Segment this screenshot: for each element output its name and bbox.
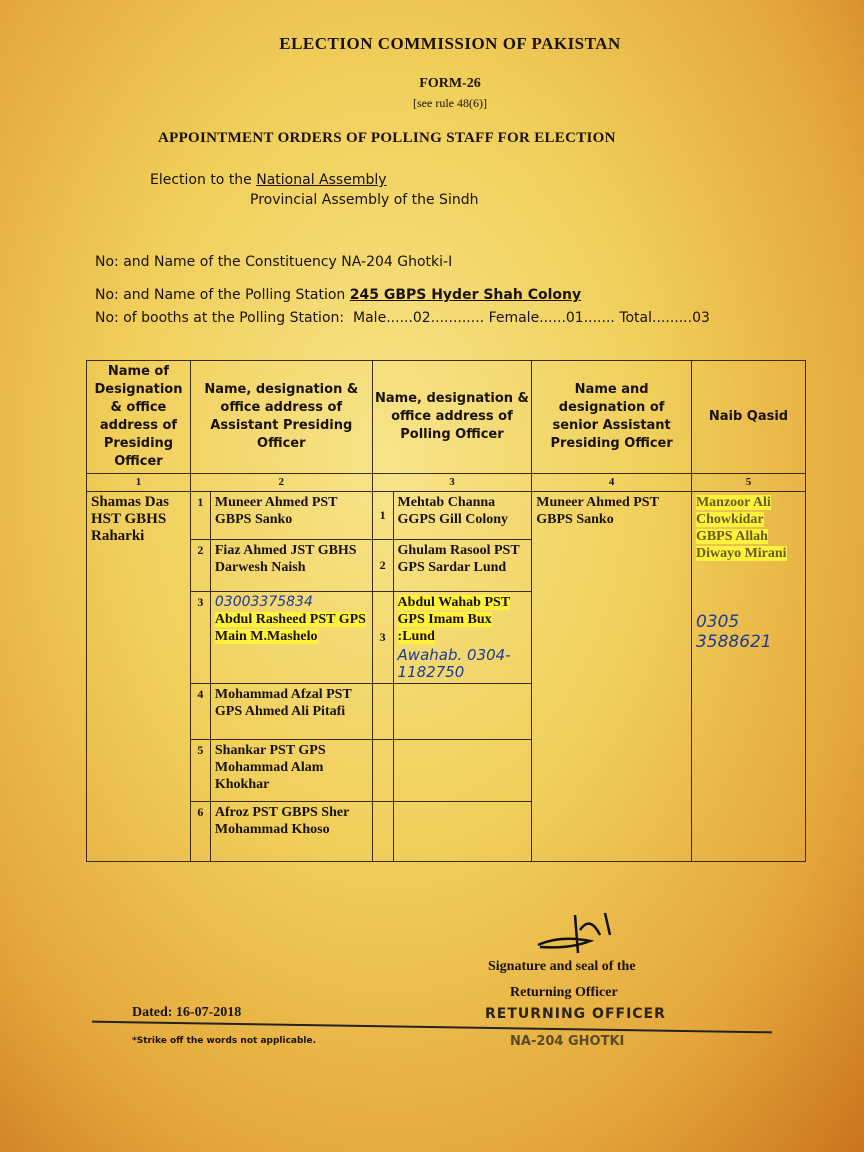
form-number: FORM-26 [419, 76, 481, 91]
row-number: 2 [372, 540, 393, 592]
empty-cell [372, 740, 393, 802]
handwritten-phone: Awahab. 0304-1182750 [397, 646, 511, 681]
row-number: 6 [190, 802, 210, 862]
stamp-line-1: RETURNING OFFICER [485, 1006, 666, 1022]
col-number: 3 [372, 474, 532, 492]
polling-officer: Ghulam Rasool PST GPS Sardar Lund [393, 540, 532, 592]
polling-officer: Mehtab Channa GGPS Gill Colony [393, 492, 532, 540]
table-row [87, 492, 806, 540]
presiding-officer: Shamas Das HST GBHS Raharki [87, 492, 191, 862]
col-number: 2 [190, 474, 372, 492]
row-number: 4 [190, 684, 210, 740]
document-title: ELECTION COMMISSION OF PAKISTAN [279, 34, 621, 53]
row-number: 1 [190, 492, 210, 540]
booths-label: No: of booths at the Polling Station: [95, 310, 345, 326]
header-presiding: Name of Designation & office address of Presiding Officer [87, 361, 191, 474]
row-number: 5 [190, 740, 210, 802]
header-senior: Name and designation of senior Assistant Presiding Officer [532, 361, 692, 474]
header-assistant: Name, designation & office address of Assistant Presiding Officer [190, 361, 372, 474]
empty-cell [393, 684, 532, 740]
election-to-label: Election to the [150, 172, 252, 188]
empty-cell [393, 740, 532, 802]
provincial-assembly: Provincial Assembly of the Sindh [250, 192, 479, 208]
empty-cell [372, 684, 393, 740]
female-label: Female [488, 310, 540, 326]
assistant-presiding-officer: Shankar PST GPS Mohammad Alam Khokhar [210, 740, 372, 802]
constituency-label: No: and Name of the Constituency [95, 254, 337, 270]
election-to-line [150, 172, 387, 189]
col-number: 1 [87, 474, 191, 492]
naib-qasid: Manzoor Ali Chowkidar GBPS Allah Diwayo Mirani [695, 495, 787, 561]
total-value: .........03 [652, 310, 710, 326]
polling-station-line [95, 287, 581, 304]
male-label: Male [353, 310, 387, 326]
constituency-value: NA-204 Ghotki-I [341, 254, 453, 270]
staff-table [86, 360, 806, 862]
strike-note: *Strike off the words not applicable. [132, 1036, 317, 1046]
row-number: 1 [372, 492, 393, 540]
assistant-presiding-officer: Fiaz Ahmed JST GBHS Darwesh Naish [210, 540, 372, 592]
assistant-presiding-cell [210, 592, 372, 684]
handwritten-phone: 03003375834 [214, 594, 313, 610]
row-number: 2 [190, 540, 210, 592]
total-label: Total [619, 310, 653, 326]
male-value: ......02............ [386, 310, 485, 326]
returning-officer-label: Returning Officer [510, 985, 618, 1000]
booths-line [95, 310, 710, 327]
col-number: 4 [532, 474, 692, 492]
assistant-presiding-officer: Abdul Rasheed PST GPS Main M.Mashelo [214, 612, 366, 644]
col-number: 5 [691, 474, 805, 492]
stamp-line-2: NA-204 GHOTKI [510, 1034, 625, 1049]
polling-station-value: 245 GBPS Hyder Shah Colony [349, 287, 582, 303]
polling-officer: Abdul Wahab PST GPS Imam Bux :Lund [397, 595, 511, 644]
empty-cell [372, 802, 393, 862]
appointment-heading: APPOINTMENT ORDERS OF POLLING STAFF FOR ELECTION [158, 130, 616, 146]
empty-cell [393, 802, 532, 862]
signature-icon [530, 905, 620, 955]
header-polling: Name, designation & office address of Polling Officer [372, 361, 532, 474]
header-row [87, 361, 806, 474]
naib-qasid-cell [691, 492, 805, 862]
polling-officer-cell [393, 592, 532, 684]
national-assembly: National Assembly [256, 172, 387, 188]
column-number-row [87, 474, 806, 492]
row-number: 3 [372, 592, 393, 684]
assistant-presiding-officer: Afroz PST GBPS Sher Mohammad Khoso [210, 802, 372, 862]
senior-assistant-presiding-officer: Muneer Ahmed PST GBPS Sanko [532, 492, 692, 862]
dated: Dated: 16-07-2018 [132, 1005, 242, 1020]
form-rule: [see rule 48(6)] [413, 96, 487, 110]
female-value: ......01....... [539, 310, 615, 326]
signature-label: Signature and seal of the [488, 959, 636, 974]
divider [92, 1021, 772, 1034]
row-number: 3 [190, 592, 210, 684]
header-naib: Naib Qasid [691, 361, 805, 474]
polling-station-label: No: and Name of the Polling Station [95, 287, 346, 303]
constituency-line [95, 254, 452, 271]
handwritten-phone: 0305 3588621 [695, 612, 772, 652]
assistant-presiding-officer: Mohammad Afzal PST GPS Ahmed Ali Pitafi [210, 684, 372, 740]
assistant-presiding-officer: Muneer Ahmed PST GBPS Sanko [210, 492, 372, 540]
